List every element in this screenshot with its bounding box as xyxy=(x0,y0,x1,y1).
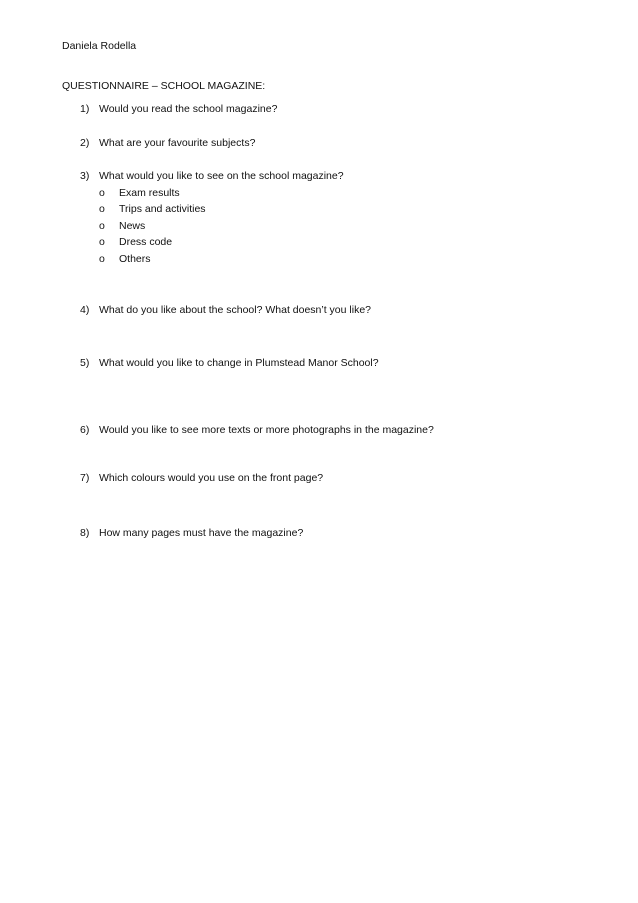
option-item xyxy=(0,236,400,250)
option-label: Others xyxy=(119,253,151,265)
option-label: Exam results xyxy=(119,187,180,199)
question-2 xyxy=(0,137,560,153)
question-6 xyxy=(0,424,560,440)
option-item xyxy=(0,203,400,217)
question-number: 6) xyxy=(80,424,90,436)
question-number: 1) xyxy=(80,103,90,115)
question-1 xyxy=(0,103,560,119)
hollow-bullet-icon: o xyxy=(99,253,105,265)
question-number: 7) xyxy=(80,472,90,484)
question-5 xyxy=(0,357,560,373)
hollow-bullet-icon: o xyxy=(99,236,105,248)
option-label: News xyxy=(119,220,146,232)
question-number: 2) xyxy=(80,137,90,149)
question-text: What are your favourite subjects? xyxy=(99,137,256,149)
option-label: Trips and activities xyxy=(119,203,206,215)
question-7 xyxy=(0,472,560,488)
question-8 xyxy=(0,527,560,543)
questionnaire-title: QUESTIONNAIRE – SCHOOL MAGAZINE: xyxy=(62,80,266,92)
question-text: What would you like to change in Plumstead Manor School? xyxy=(99,357,379,369)
question-3 xyxy=(0,170,560,186)
question-text: Would you like to see more texts or more photographs in the magazine? xyxy=(99,424,434,436)
question-number: 5) xyxy=(80,357,90,369)
author-name: Daniela Rodella xyxy=(62,40,137,52)
option-item xyxy=(0,253,400,267)
question-number: 4) xyxy=(80,304,90,316)
question-4 xyxy=(0,304,560,320)
hollow-bullet-icon: o xyxy=(99,220,105,232)
question-text: Would you read the school magazine? xyxy=(99,103,278,115)
hollow-bullet-icon: o xyxy=(99,187,105,199)
option-label: Dress code xyxy=(119,236,173,248)
question-text: How many pages must have the magazine? xyxy=(99,527,304,539)
hollow-bullet-icon: o xyxy=(99,203,105,215)
question-text: What would you like to see on the school magazine? xyxy=(99,170,344,182)
option-item xyxy=(0,187,400,201)
option-item xyxy=(0,220,400,234)
question-number: 8) xyxy=(80,527,90,539)
question-text: Which colours would you use on the front page? xyxy=(99,472,324,484)
question-text: What do you like about the school? What doesn’t you like? xyxy=(99,304,371,316)
question-number: 3) xyxy=(80,170,90,182)
